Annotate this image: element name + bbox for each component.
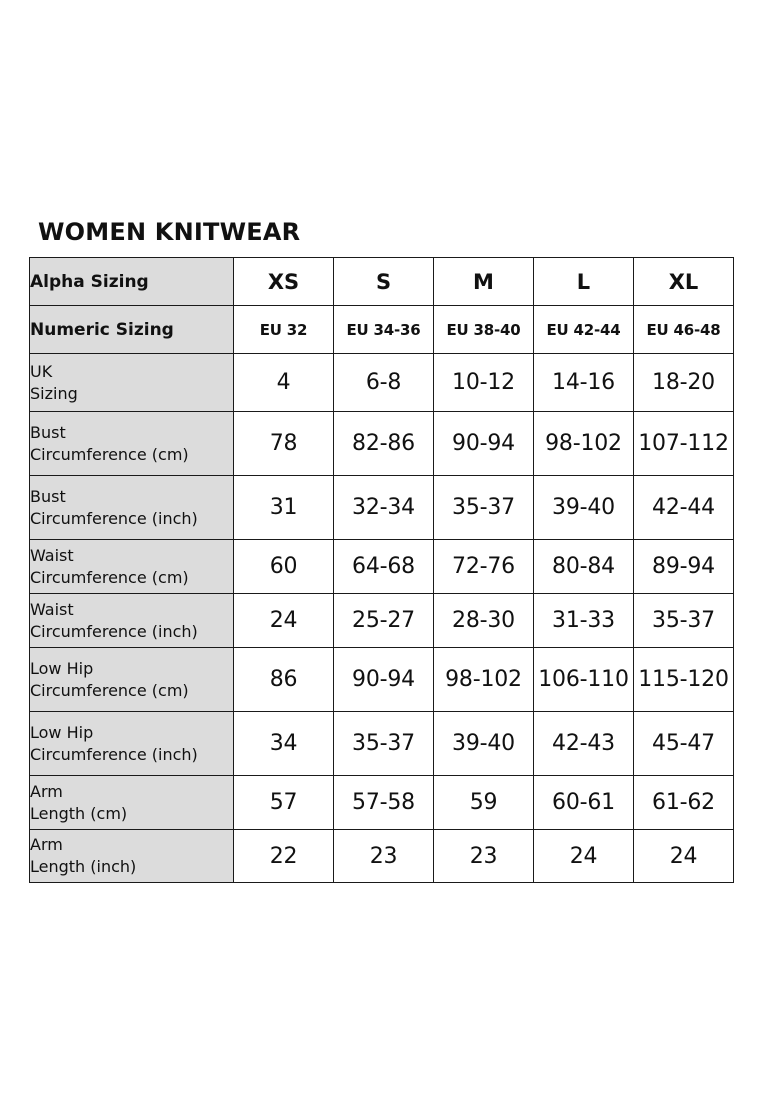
table-cell: 35-37 [334, 712, 434, 776]
table-cell: 45-47 [634, 712, 734, 776]
table-cell: 6-8 [334, 354, 434, 412]
numeric-sizing-row [30, 306, 734, 354]
row-label-line: Low Hip [30, 722, 94, 742]
table-cell: 82-86 [334, 412, 434, 476]
table-cell: 59 [434, 776, 534, 830]
row-label [30, 712, 234, 776]
table-cell: 25-27 [334, 594, 434, 648]
table-cell: 23 [334, 830, 434, 883]
table-cell: 35-37 [434, 476, 534, 540]
table-cell: 98-102 [534, 412, 634, 476]
table-cell: 4 [234, 354, 334, 412]
bust-cm-row [30, 412, 734, 476]
row-label-line: Length (cm) [30, 803, 128, 823]
table-cell: 64-68 [334, 540, 434, 594]
table-cell: 18-20 [634, 354, 734, 412]
alpha-size-m: M [434, 258, 534, 306]
table-cell: 28-30 [434, 594, 534, 648]
table-cell: 31 [234, 476, 334, 540]
table-cell: 35-37 [634, 594, 734, 648]
row-label-line: Circumference (inch) [30, 621, 198, 641]
row-label [30, 776, 234, 830]
alpha-size-l: L [534, 258, 634, 306]
alpha-size-xs: XS [234, 258, 334, 306]
row-label-line: Low Hip [30, 658, 94, 678]
row-label [30, 648, 234, 712]
waist-cm-row [30, 540, 734, 594]
table-cell: 57-58 [334, 776, 434, 830]
table-cell: 60 [234, 540, 334, 594]
row-label [30, 540, 234, 594]
table-cell: 72-76 [434, 540, 534, 594]
row-label [30, 476, 234, 540]
row-label-line: Bust [30, 422, 66, 442]
table-cell: 61-62 [634, 776, 734, 830]
table-cell: 14-16 [534, 354, 634, 412]
row-label-line: Circumference (inch) [30, 508, 198, 528]
page-title: WOMEN KNITWEAR [38, 218, 301, 246]
size-chart-table [29, 257, 734, 883]
alpha-size-s: S [334, 258, 434, 306]
row-label-line: Arm [30, 781, 63, 801]
table-cell: 78 [234, 412, 334, 476]
row-label [30, 412, 234, 476]
table-cell: 39-40 [534, 476, 634, 540]
table-cell: 24 [234, 594, 334, 648]
table-cell: 23 [434, 830, 534, 883]
table-cell: 86 [234, 648, 334, 712]
row-label-line: UK [30, 361, 53, 381]
table-cell: 32-34 [334, 476, 434, 540]
arm-inch-row [30, 830, 734, 883]
table-cell: 115-120 [634, 648, 734, 712]
table-cell: 10-12 [434, 354, 534, 412]
numeric-size-cell: EU 34-36 [334, 306, 434, 354]
table-cell: 89-94 [634, 540, 734, 594]
table-cell: 90-94 [434, 412, 534, 476]
table-cell: 106-110 [534, 648, 634, 712]
table-cell: 31-33 [534, 594, 634, 648]
row-label-line: Bust [30, 486, 66, 506]
uk-sizing-row [30, 354, 734, 412]
table-cell: 24 [634, 830, 734, 883]
numeric-sizing-label: Numeric Sizing [30, 306, 234, 354]
table-cell: 24 [534, 830, 634, 883]
row-label-line: Circumference (inch) [30, 744, 198, 764]
bust-inch-row [30, 476, 734, 540]
table-cell: 34 [234, 712, 334, 776]
row-label-line: Circumference (cm) [30, 680, 189, 700]
numeric-size-cell: EU 32 [234, 306, 334, 354]
row-label [30, 594, 234, 648]
row-label-line: Waist [30, 599, 74, 619]
numeric-size-cell: EU 46-48 [634, 306, 734, 354]
alpha-sizing-label: Alpha Sizing [30, 258, 234, 306]
row-label [30, 830, 234, 883]
row-label-line: Sizing [30, 383, 78, 403]
table-cell: 42-43 [534, 712, 634, 776]
table-cell: 42-44 [634, 476, 734, 540]
row-label-line: Arm [30, 835, 63, 854]
table-cell: 22 [234, 830, 334, 883]
row-label [30, 354, 234, 412]
row-label-line: Length (inch) [30, 857, 137, 876]
numeric-size-cell: EU 38-40 [434, 306, 534, 354]
table-cell: 98-102 [434, 648, 534, 712]
arm-cm-row [30, 776, 734, 830]
table-cell: 60-61 [534, 776, 634, 830]
alpha-sizing-row [30, 258, 734, 306]
table-cell: 57 [234, 776, 334, 830]
alpha-size-xl: XL [634, 258, 734, 306]
row-label-line: Waist [30, 545, 74, 565]
low-hip-inch-row [30, 712, 734, 776]
row-label-line: Circumference (cm) [30, 567, 189, 587]
table-cell: 39-40 [434, 712, 534, 776]
waist-inch-row [30, 594, 734, 648]
table-cell: 90-94 [334, 648, 434, 712]
low-hip-cm-row [30, 648, 734, 712]
row-label-line: Circumference (cm) [30, 444, 189, 464]
table-cell: 107-112 [634, 412, 734, 476]
numeric-size-cell: EU 42-44 [534, 306, 634, 354]
table-cell: 80-84 [534, 540, 634, 594]
